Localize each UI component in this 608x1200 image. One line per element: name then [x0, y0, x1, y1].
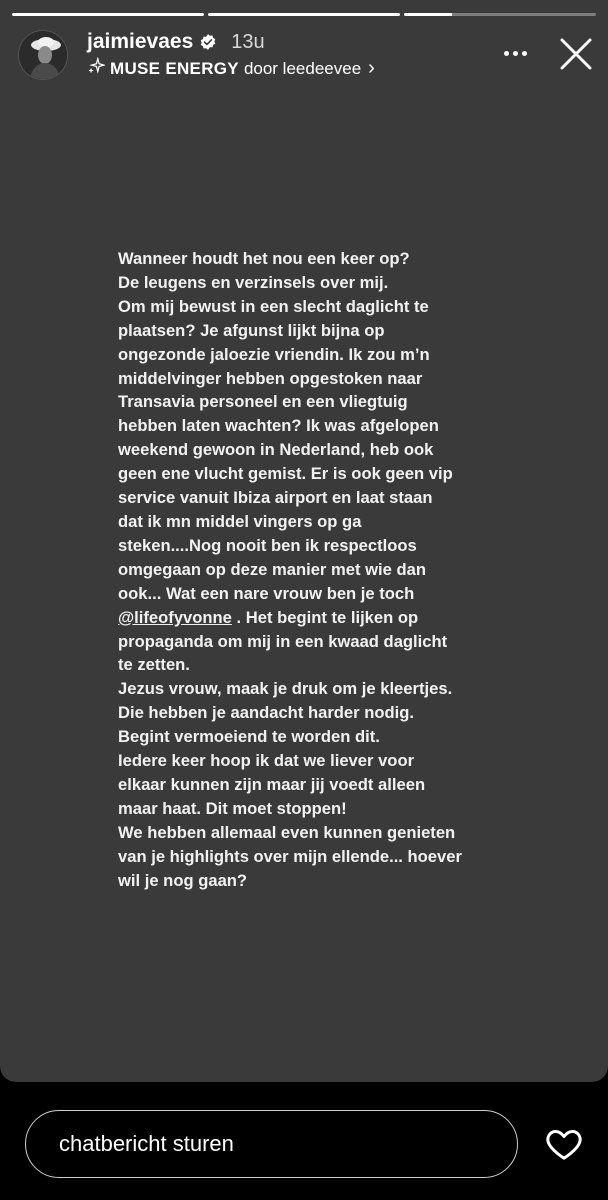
- more-dots-icon: [504, 51, 509, 56]
- chevron-right-icon: ›: [368, 57, 375, 79]
- progress-segment: [404, 13, 596, 16]
- reply-bar: [0, 1082, 608, 1200]
- music-attribution[interactable]: [87, 57, 375, 80]
- story-text-part: . Het begint te lijken op propaganda om mij in een kwaad daglicht te zetten. Jezus vrouw, maak je druk om je kleertjes. Die hebben je aandacht harder nodig. Begint vermoeiend te worden dit. Iedere keer hoop ik dat we liever voor elkaar kunnen zijn maar jij voedt alleen maar haat. Dit moet stoppen! We hebben allemaal even kunnen genieten van je highlights over mijn ellende... hoever wil je nog gaan?: [118, 607, 462, 890]
- sparkle-icon: [87, 57, 105, 80]
- username-row[interactable]: [87, 30, 265, 54]
- story-progress-bar: [12, 13, 596, 17]
- music-artist: door leedeevee: [243, 58, 362, 78]
- mention-link[interactable]: @lifeofyvonne: [118, 607, 232, 627]
- username[interactable]: jaimievaes: [87, 30, 194, 53]
- story-time: 13u: [231, 30, 265, 53]
- progress-segment: [208, 13, 400, 16]
- heart-icon: [544, 1124, 584, 1164]
- verified-badge-icon: [199, 33, 217, 51]
- close-button[interactable]: [558, 36, 594, 72]
- music-title: MUSE ENERGY: [110, 58, 239, 78]
- story-text-part: Wanneer houdt het nou een keer op? De leugens en verzinsels over mij. Om mij bewust in een slecht daglicht te plaatsen? Je afgunst lijkt bijna op ongezonde jaloezie vriendin. Ik zou m’n middelvinger hebben opgestoken naar Transavia personeel en een vliegtuig hebben laten wachten? Ik was afgelopen weekend gewoon in Nederland, heb ook geen ene vlucht gemist. Er is ook geen vip service vanuit Ibiza airport en laat staan dat ik mn middel vingers op ga steken....Nog nooit ben ik respectloos omgegaan op deze manier met wie dan ook... Wat een nare vrouw ben je toch: [118, 249, 453, 603]
- progress-segment: [12, 13, 204, 16]
- more-options-button[interactable]: [500, 38, 530, 68]
- like-button[interactable]: [544, 1124, 584, 1164]
- message-input[interactable]: [25, 1110, 518, 1178]
- story-header: [18, 28, 598, 82]
- avatar[interactable]: [18, 30, 68, 80]
- close-icon: [558, 36, 594, 72]
- story-text-overlay: [118, 247, 518, 892]
